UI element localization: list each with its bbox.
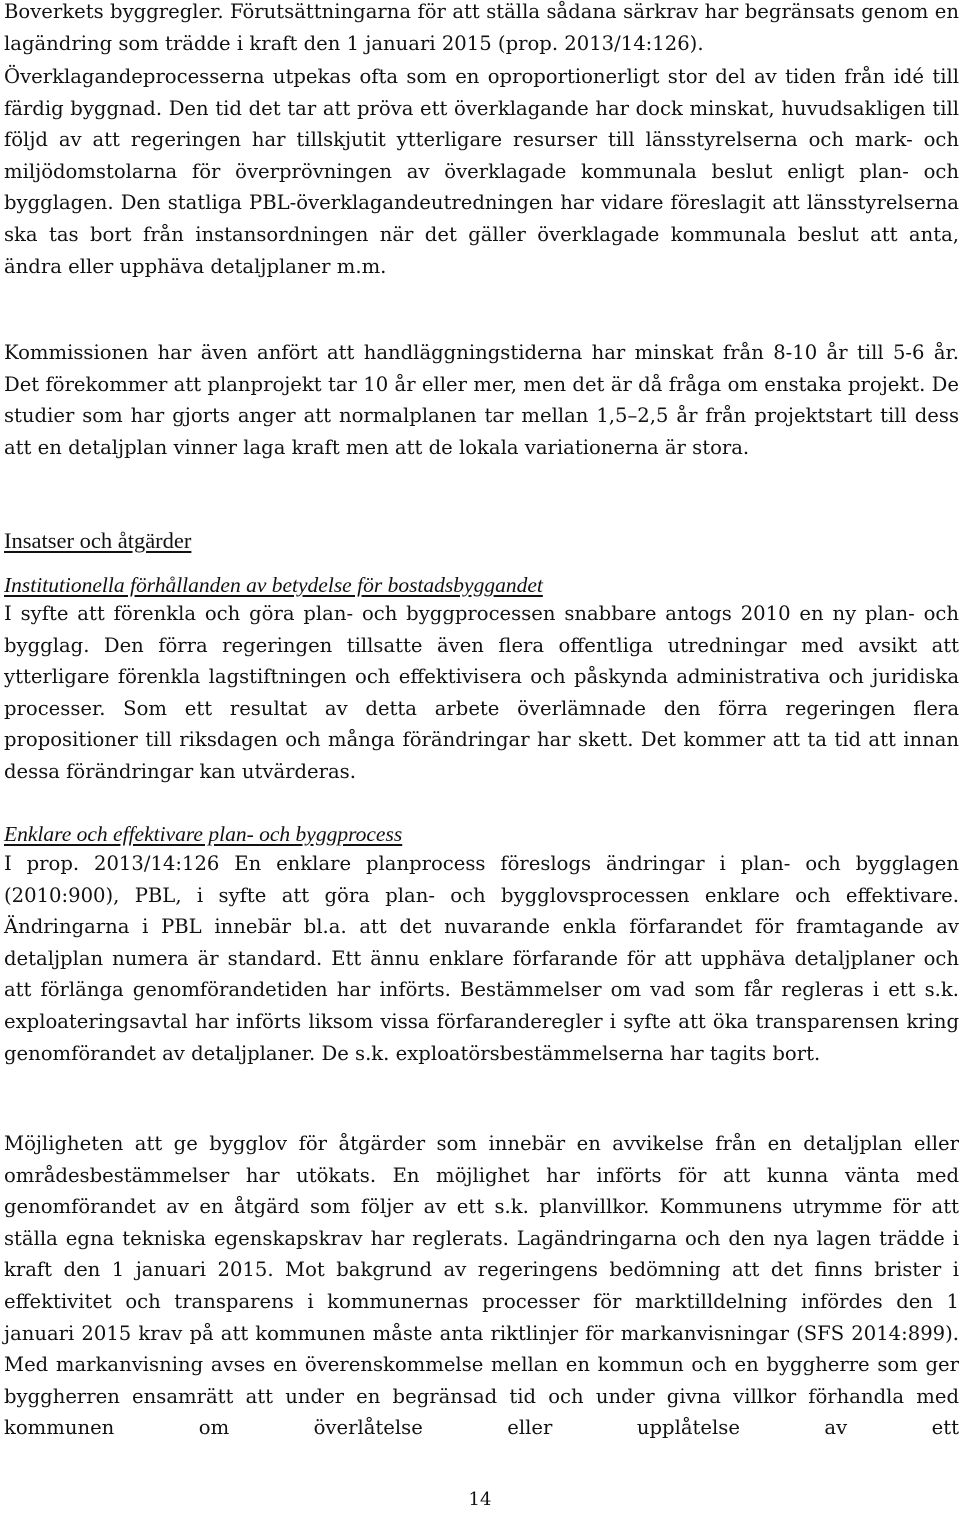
subheading-simpler-process: Enklare och effektivare plan- och byggprocess <box>4 822 403 846</box>
paragraph-appeal-processes: Överklagandeprocesserna utpekas ofta som en oproportionerligt stor del av tiden från idé till färdig byggnad. Den tid det tar att pröva ett överklagande har dock minskat, huvudsakligen till följd av att regeringen har tillskjutit ytterligare resurser till länsstyrelserna och mark- och miljödomstolarna för överprövningen av överklagade kommunala beslut enligt plan- och bygglagen. Den statliga PBL-överklagandeutredningen har vidare föreslagit att länsstyrelserna ska tas bort från instansordningen när det gäller överklagade kommunala beslut att anta, ändra eller upphäva detaljplaner m.m. <box>4 65 959 278</box>
paragraph-new-planning-act: I syfte att förenkla och göra plan- och byggprocessen snabbare antogs 2010 en ny plan- och bygglag. Den förra regeringen tillsatte även flera offentliga utredningar med avsikt att ytterligare förenkla lagstiftningen och effektivisera och påskynda administrativa och juridiska processer. Som ett resultat av detta arbete överlämnade den förra regeringen flera propositioner till riksdagen och många förändringar har skett. Det kommer att ta tid att innan dessa förändringar kan utvärderas. <box>4 602 959 783</box>
section-heading: Insatser och åtgärder <box>4 528 192 553</box>
subheading-institutional: Institutionella förhållanden av betydelse för bostadsbyggandet <box>4 573 543 597</box>
paragraph-building-permit: Möjligheten att ge bygglov för åtgärder som innebär en avvikelse från en detaljplan eller områdesbestämmelser har utökats. En möjlighet har införts för att kunna vänta med genomförandet av en åtgärd som följer av ett s.k. planvillkor. Kommunens utrymme för att ställa egna tekniska egenskapskrav har reglerats. Lagändringarna och den nya lagen trädde i kraft den 1 januari 2015. Mot bakgrund av regeringens bedömning att det finns brister i effektivitet och transparens i kommunernas processer för marktilldelning infördes den 1 januari 2015 krav på att kommunen måste anta riktlinjer för markanvisningar (SFS 2014:899). Med markanvisning avses en överenskommelse mellan en kommun och en byggherre som ger byggherren ensamrätt att under en begränsad tid och under givna villkor förhandla med kommunen om överlåtelse eller upplåtelse av ett <box>4 1132 959 1440</box>
paragraph-proposition: I prop. 2013/14:126 En enklare planprocess föreslogs ändringar i plan- och bygglagen (2010:900), PBL, i syfte att göra plan- och bygglovsprocessen enklare och effektivare. Ändringarna i PBL innebär bl.a. att det nuvarande enkla förfarandet för framtagande av detaljplan numera är standard. Ett ännu enklare förfarande för att upphäva detaljplaner och att förlänga genomförandetiden har införts. Bestämmelser om vad som får regleras i ett s.k. exploateringsavtal har införts liksom vissa förfaranderegler i syfte att öka transparensen kring genomförandet av detaljplaner. De s.k. exploatörsbestämmelserna har tagits bort. <box>4 852 959 1065</box>
paragraph-processing-times: Kommissionen har även anfört att handläggningstiderna har minskat från 8-10 år till 5-6 år. Det förekommer att planprojekt tar 10 år eller mer, men det är då fråga om enstaka projekt. De studier som har gjorts anger att normalplanen tar mellan 1,5–2,5 år från projektstart till dess att en detaljplan vinner laga kraft men att de lokala variationerna är stora. <box>4 341 959 459</box>
page-number: 14 <box>468 1489 492 1510</box>
paragraph-building-regulations: Boverkets byggregler. Förutsättningarna för att ställa sådana särkrav har begränsats genom en lagändring som trädde i kraft den 1 januari 2015 (prop. 2013/14:126). <box>4 0 959 55</box>
